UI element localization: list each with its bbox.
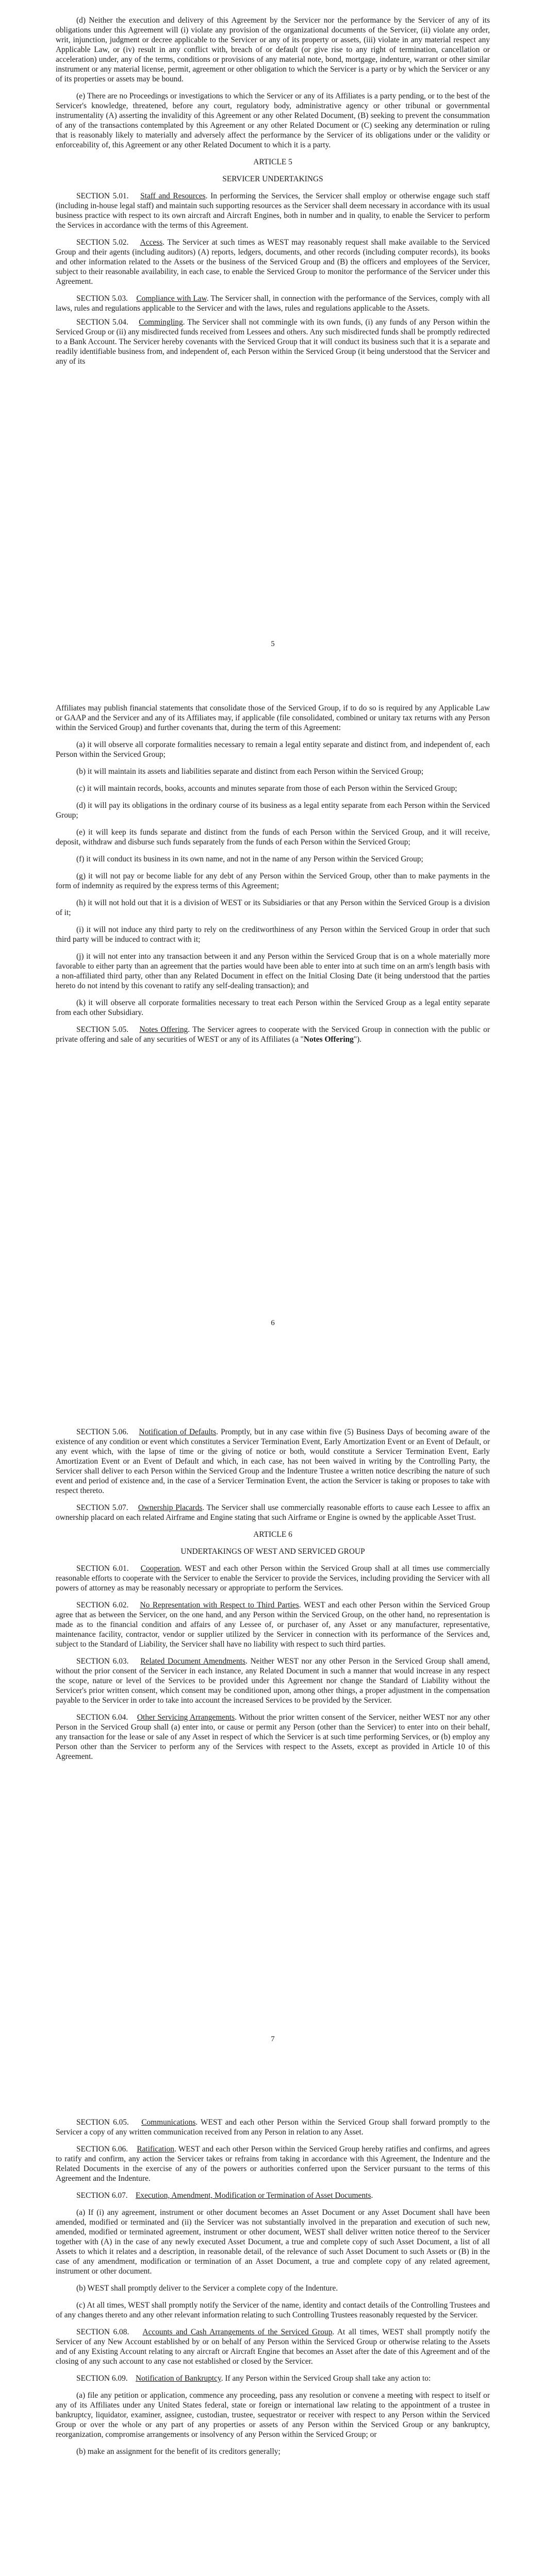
section-text-end: "). xyxy=(353,1035,362,1044)
document-page-8 xyxy=(0,2097,544,2576)
section-title: Cooperation xyxy=(140,1564,180,1573)
covenant-j: (j) it will not enter into any transaction between it and any Person within the Serviced Group that is on a whole materially more favorable to either party than an agreement that the parties would have been able to enter into at such time on an arm's length basis with a non-affiliated third party, other than any Related Document in effect on the Initial Closing Date (it being understood that the parties hereto do not intend by this covenant to ratify any self-dealing transaction); and xyxy=(56,952,490,990)
section-number: SECTION 5.07. xyxy=(76,1503,128,1512)
section-number: SECTION 6.09. xyxy=(76,2374,128,2383)
section-5-07 xyxy=(56,1503,490,1522)
article-heading: ARTICLE 6 xyxy=(253,1530,292,1539)
section-title: Commingling xyxy=(139,318,183,327)
covenant-i: (i) it will not induce any third party to rely on the creditworthiness of any Person within the Serviced Group in order that such third party will be induced to contract with it; xyxy=(56,925,490,944)
section-text: . xyxy=(371,2191,373,2200)
section-number: SECTION 6.05. xyxy=(76,2118,129,2127)
covenant-h: (h) it will not hold out that it is a division of WEST or its Subsidiaries or that any Person within the Serviced Group is a division of it; xyxy=(56,899,490,917)
article-heading: ARTICLE 5 xyxy=(253,158,292,166)
section-text: . If any Person within the Serviced Group shall take any action to: xyxy=(221,2374,431,2383)
section-number: SECTION 5.03. xyxy=(76,294,128,303)
page-number: 5 xyxy=(271,640,275,648)
section-text: . Promptly, but in any case within five (5) Business Days of becoming aware of the existence of any condition or event which constitutes a Servicer Termination Event, Early Amortization Event or an Event of Default, or any event which, with the lapse of time or the giving of notice or both, would constitute a Servicer Termination Event, Early Amortization Event or an Event of Default and which, in each case, has not been waived in writing by the Controlling Party, the Servicer shall deliver to each Person within the Serviced Group and the Indenture Trustee a written notice describing the nature of such event and period of existence and, in the case of a Servicer Termination Event, the action the Servicer is taking or proposes to take with respect thereto. xyxy=(56,1428,490,1495)
section-5-02 xyxy=(56,238,490,286)
section-number: SECTION 6.04. xyxy=(76,1713,128,1722)
section-text: . WEST and each other Person within the Serviced Group shall at all times use commercially reasonable efforts to cooperate with the Servicer to enable the Servicer to provide the Services, including providing the Servicer with all powers of attorney as may be reasonably necessary or appropriate to perform the Services. xyxy=(56,1564,490,1592)
section-text: . The Servicer shall not commingle with its own funds, (i) any funds of any Person within the Serviced Group or (ii) any misdirected funds received from Lessees and others. Any such misdirected funds shall be promptly redirected to a Bank Account. The Servicer hereby covenants with the Serviced Group that it will conduct its business such that it is a separate and readily identifiable business from, and independent of, each Person within the Serviced Group (it being understood that the Servicer and any of its xyxy=(56,318,490,366)
page-number: 6 xyxy=(271,1319,275,1327)
document-page-5 xyxy=(0,0,544,670)
section-text: . The Servicer agrees to cooperate with the Serviced Group in connection with the public or private offering and sale of any securities of WEST or any of its Affiliates (a " xyxy=(56,1025,490,1044)
section-6-09 xyxy=(56,2374,490,2383)
section-6-01 xyxy=(56,1564,490,1593)
paragraph-4-d: (d) Neither the execution and delivery of this Agreement by the Servicer nor the performance by the Servicer of any of its obligations under this Agreement will (i) violate any provision of the organizational documents of the Servicer, (ii) violate any order, writ, injunction, judgment or decree applicable to the Servicer or any of its property or assets, (iii) violate in any material respect any Applicable Law, or (iv) result in any conflict with, breach of or default (or give rise to any right of termination, cancellation or acceleration) under, any of the terms, conditions or provisions of any material note, bond, mortgage, indenture, warrant or other similar instrument or any material license, permit, agreement or other obligation to which the Servicer is a party or by which the Servicer or any of its properties or assets may be bound. xyxy=(56,16,490,83)
section-6-08 xyxy=(56,2327,490,2366)
article-title: UNDERTAKINGS OF WEST AND SERVICED GROUP xyxy=(180,1547,365,1556)
section-title: Staff and Resources xyxy=(140,192,206,200)
section-title: Notification of Bankruptcy xyxy=(136,2374,221,2383)
section-5-01 xyxy=(56,191,490,230)
section-number: SECTION 6.02. xyxy=(76,1601,129,1609)
section-title: Communications xyxy=(141,2118,196,2127)
section-6-03 xyxy=(56,1656,490,1705)
section-number: SECTION 6.03. xyxy=(76,1657,129,1666)
section-text: . Without the prior written consent of the Servicer, neither WEST nor any other Person in the Serviced Group shall (a) enter into, or cause or permit any Person (other than the Servicer) to enter into on their behalf, any transaction for the lease or sale of any Asset in respect of which the Servicer is at such time performing Services, or (b) employ any Person other than the Servicer to perform any of the Services with respect to the Assets, except as provided in Article 10 of this Agreement. xyxy=(56,1713,490,1761)
section-title: Notes Offering xyxy=(139,1025,188,1034)
covenant-d: (d) it will pay its obligations in the ordinary course of its business as a legal entity separate from each Person within the Serviced Group; xyxy=(56,801,490,820)
covenant-e: (e) it will keep its funds separate and distinct from the funds of each Person within the Serviced Group, and it will receive, deposit, withdraw and disburse such funds separately from the funds of each Person within the Serviced Group; xyxy=(56,828,490,846)
document-page-7 xyxy=(0,1406,544,2066)
clause-6-07-b: (b) WEST shall promptly deliver to the Servicer a complete copy of the Indenture. xyxy=(76,2284,338,2293)
covenant-b: (b) it will maintain its assets and liabilities separate and distinct from each Person within the Serviced Group; xyxy=(76,767,424,776)
section-6-04 xyxy=(56,1713,490,1761)
section-6-06 xyxy=(56,2144,490,2183)
section-text: . Neither WEST nor any other Person in the Serviced Group shall amend, without the prior consent of the Servicer in each instance, any Related Document in such a manner that would increase in any respect the scope, nature or level of the Services to be provided under this Agreement nor change the Standard of Liability without the Servicer's prior written consent, which consent may be conditioned upon, among other things, a proper adjustment in the compensation payable to the Servicer in order to take into account the increased Services to be provided by the Servicer. xyxy=(56,1657,490,1705)
paragraph-4-e: (e) There are no Proceedings or investigations to which the Servicer or any of its Affiliates is a party pending, or to the best of the Servicer's knowledge, threatened, before any court, regulatory body, administrative agency or other tribunal or governmental instrumentality (A) asserting the invalidity of this Agreement or any other Related Document, (B) seeking to prevent the consummation of any of the transactions contemplated by this Agreement or any other Related Document or (C) seeking any determination or ruling that is reasonably likely to materially and adversely affect the performance by the Servicer of its obligations under or the validity or enforceability of, this Agreement or any other Related Document to which it is a party. xyxy=(56,92,490,149)
clause-6-07-a: (a) If (i) any agreement, instrument or other document becomes an Asset Document or any Asset Document shall have been amended, modified or terminated and (ii) the Servicer was not substantially involved in the preparation and execution of such new, amended, modified or terminated agreement, instrument or other document, WEST shall deliver written notice thereof to the Servicer together with (A) in the case of any newly executed Asset Document, a true and complete copy of such Asset Document, a list of all Assets to which it relates and a description, in reasonable detail, of the relevance of such Asset Document to such Assets or (B) in the case of any amendment, modification or termination of an Asset Document, a true and complete copy of any related agreement, instrument or other document. xyxy=(56,2208,490,2276)
clause-6-09-a: (a) file any petition or application, commence any proceeding, pass any resolution or convene a meeting with respect to itself or any of its Affiliates under any United States federal, state or foreign or international law relating to the appointment of a trustee in bankruptcy, liquidator, examiner, assignee, custodian, trustee, sequestrator or receiver with respect to any Person within the Serviced Group or over the whole or any part of any properties or assets of any Person within the Serviced Group or any bankruptcy, reorganization, compromise arrangements or insolvency of any Person within the Serviced Group; or xyxy=(56,2391,490,2439)
section-6-05 xyxy=(56,2117,490,2137)
section-title: Other Servicing Arrangements xyxy=(137,1713,235,1722)
section-title: Execution, Amendment, Modification or Termination of Asset Documents xyxy=(136,2191,371,2200)
covenant-a: (a) it will observe all corporate formalities necessary to remain a legal entity separate and distinct from, and independent of, each Person within the Serviced Group; xyxy=(56,740,490,759)
section-number: SECTION 6.01. xyxy=(76,1564,129,1573)
section-number: SECTION 5.05. xyxy=(76,1025,129,1034)
section-title: Accounts and Cash Arrangements of the Serviced Group xyxy=(142,2328,333,2336)
covenant-f: (f) it will conduct its business in its own name, and not in the name of any Person within the Serviced Group; xyxy=(76,855,423,863)
clause-6-07-c: (c) At all times, WEST shall promptly notify the Servicer of the name, identity and contact details of the Controlling Trustees and of any changes thereto and any other relevant information relating to such Controlling Trustees reasonably requested by the Servicer. xyxy=(56,2301,490,2319)
section-number: SECTION 5.04. xyxy=(76,318,128,327)
section-text: . The Servicer shall, in connection with the performance of the Services, comply with all laws, rules and regulations applicable to the Servicer and with the laws, rules and regulations applicable to the Assets. xyxy=(56,294,490,313)
section-title: No Representation with Respect to Third Parties xyxy=(140,1601,299,1609)
clause-6-09-b: (b) make an assignment for the benefit of its creditors generally; xyxy=(76,2447,281,2456)
section-text: . In performing the Services, the Servicer shall employ or otherwise engage such staff (including in-house legal staff) and maintain such supporting resources as the Servicer shall deem necessary in accordance with its usual business practice with respect to its own aircraft and Aircraft Engines, both in number and in quality, to enable the Servicer to perform the Services in accordance with the terms of this Agreement. xyxy=(56,192,490,230)
article-title: SERVICER UNDERTAKINGS xyxy=(222,175,323,183)
section-5-06 xyxy=(56,1427,490,1496)
section-6-07 xyxy=(56,2191,490,2200)
section-text: . At all times, WEST shall promptly notify the Servicer of any New Account established by or on behalf of any Person within the Serviced Group or otherwise relating to the Assets and of any Existing Account relating to any aircraft or Aircraft Engine that becomes an Asset after the date of this Agreement and of the closing of any such account to any case not established or closed by the Servicer. xyxy=(56,2328,490,2366)
section-5-05 xyxy=(56,1025,490,1044)
section-number: SECTION 6.08. xyxy=(76,2328,129,2336)
section-number: SECTION 5.02. xyxy=(76,238,129,247)
section-number: SECTION 5.06. xyxy=(76,1428,128,1436)
section-text: . WEST and each other Person within the Serviced Group shall forward promptly to the Servicer a copy of any written communication received from any Person in relation to any Asset. xyxy=(56,2118,490,2137)
section-text: . The Servicer shall use commercially reasonable efforts to cause each Lessee to affix an ownership placard on each related Airframe and Engine stating that such Airframe or Engine is owned by the applicable Asset Trust. xyxy=(56,1503,490,1522)
section-text: . WEST and each other Person within the Serviced Group agree that as between the Servicer, on the one hand, and any Person within the Serviced Group, on the other hand, no representation is made as to the financial condition and affairs of any Lessee of, or purchaser of, any Asset or any manufacturer, representative, maintenance facility, contractor, vendor or supplier utilized by the Servicer in connection with its performance of the Services and, subject to the Standard of Liability, the Servicer shall have no liability with respect to such third parties. xyxy=(56,1601,490,1649)
section-number: SECTION 5.01. xyxy=(76,192,129,200)
section-title: Notification of Defaults xyxy=(139,1428,217,1436)
section-number: SECTION 6.06. xyxy=(76,2145,128,2154)
section-title: Ratification xyxy=(137,2145,174,2154)
page-number: 7 xyxy=(271,2035,275,2043)
section-number: SECTION 6.07. xyxy=(76,2191,128,2200)
section-text: . The Servicer at such times as WEST may reasonably request shall make available to the Serviced Group and their agents (including auditors) (A) reports, ledgers, documents, and other records (including computer records), its books and other information related to the Assets or the business of the Serviced Group and (B) the officers and employees of the Servicer, subject to their reasonable availability, in each case, to enable the Serviced Group to monitor the performance of the Servicer under this Agreement. xyxy=(56,238,490,286)
document-page-6 xyxy=(0,685,544,1355)
covenant-k: (k) it will observe all corporate formalities necessary to treat each Person within the Serviced Group as a legal entity separate from each other Subsidiary. xyxy=(56,998,490,1017)
covenant-c: (c) it will maintain records, books, accounts and minutes separate from those of each Person within the Serviced Group; xyxy=(76,784,457,793)
defined-term: Notes Offering xyxy=(303,1035,354,1044)
section-5-04 xyxy=(56,317,490,366)
section-text: . WEST and each other Person within the Serviced Group hereby ratifies and confirms, and agrees to ratify and confirm, any action the Servicer takes or refrains from taking in accordance with this Agreement, the Indenture and the Related Documents in the exercise of any of the powers or authorities conferred upon the Servicer pursuant to the terms of this Agreement and the Indenture. xyxy=(56,2145,490,2183)
section-title: Access xyxy=(140,238,163,247)
section-title: Related Document Amendments xyxy=(140,1657,246,1666)
section-5-03 xyxy=(56,294,490,313)
paragraph-intro: Affiliates may publish financial statements that consolidate those of the Serviced Group, if to do so is required by any Applicable Law or GAAP and the Servicer and any of its Affiliates may, if applicable (file consolidated, combined or unitary tax returns with any Person within the Serviced Group) and further covenants that, during the term of this Agreement: xyxy=(56,704,490,732)
section-title: Ownership Placards xyxy=(138,1503,203,1512)
section-title: Compliance with Law xyxy=(136,294,207,303)
covenant-g: (g) it will not pay or become liable for any debt of any Person within the Serviced Group, other than to make payments in the form of indemnity as required by the express terms of this Agreement; xyxy=(56,872,490,890)
section-6-02 xyxy=(56,1600,490,1649)
